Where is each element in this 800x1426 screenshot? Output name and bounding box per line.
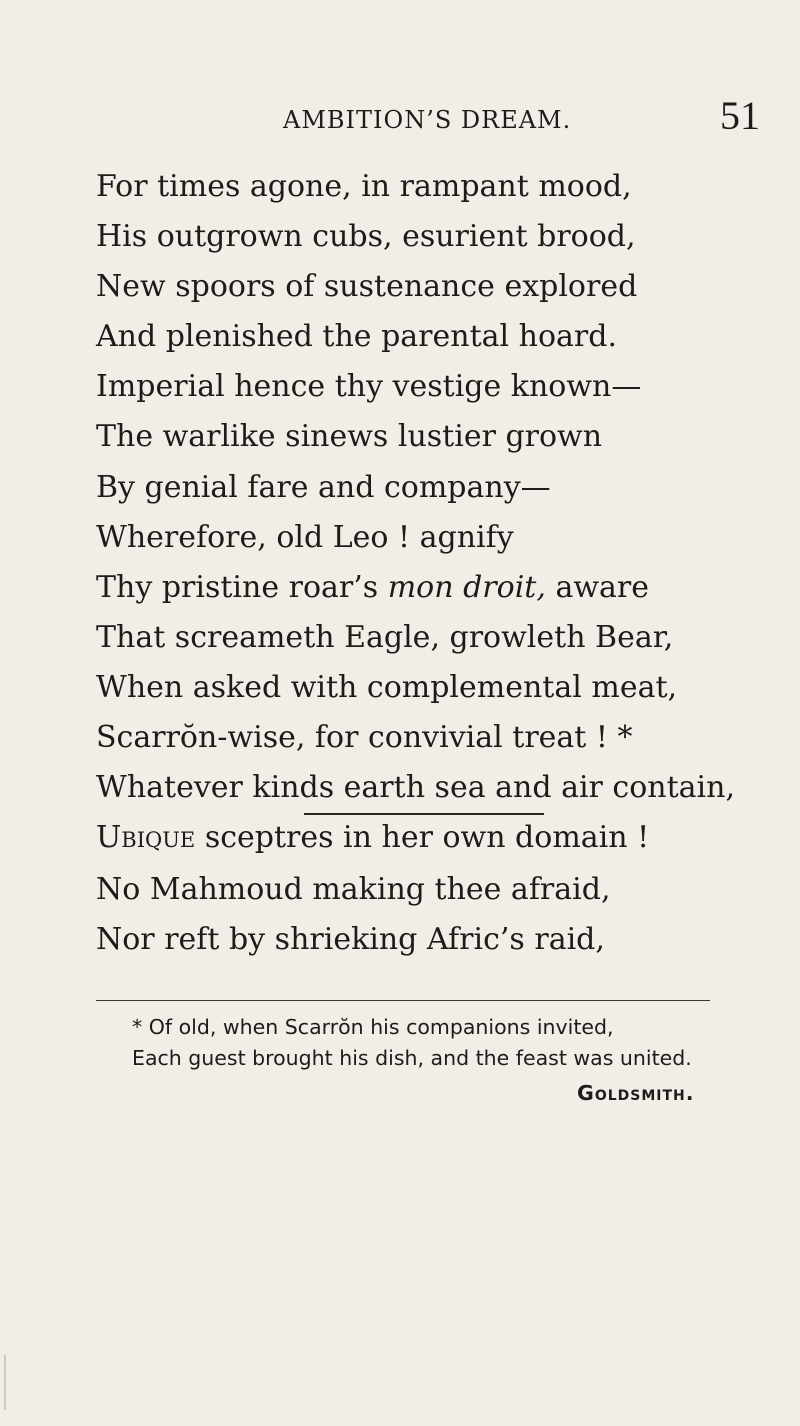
footnote-attribution: Goldsmith. [577,1081,695,1105]
verse-line: The warlike sinews lustier grown [96,419,603,455]
smallcaps-word: Ubique [96,820,196,856]
verse-text: aware [555,569,649,605]
verse-line: When asked with complemental meat, [96,669,678,705]
margin-mark [4,1355,6,1410]
verse-line: Scarrŏn-wise, for convivial treat ! * [96,720,633,756]
verse-line-mixed [96,813,735,863]
stanza-1 [96,162,735,863]
page-number: 51 [720,93,760,138]
verse-line: Nor reft by shrieking Afric’s raid, [96,922,605,958]
verse-line: New spoors of sustenance explored [96,269,638,305]
italic-phrase: mon droit, [387,569,546,605]
verse-line: No Mahmoud making thee afraid, [96,872,611,907]
verse-line: And plenished the parental hoard. [96,319,618,355]
footnote-line: Each guest brought his dish, and the feast was united. [132,1046,692,1070]
verse-line: His outgrown cubs, esurient brood, [96,219,636,255]
footnote [132,1012,695,1105]
verse-text: Thy pristine roar’s [96,569,379,605]
running-head: AMBITION’S DREAM. [283,106,572,134]
verse-line: Whatever kinds earth sea and air contain, [96,770,736,806]
verse-line-mixed [96,563,735,613]
verse-text: sceptres in her own domain ! [204,820,650,856]
verse-line: For times agone, in rampant mood, [96,169,632,204]
verse-line: By genial fare and company— [96,469,551,505]
footnote-line: * Of old, when Scarrŏn his companions invited, [132,1015,614,1039]
verse-line: That screameth Eagle, growleth Bear, [96,619,674,655]
footnote-rule [96,1000,710,1001]
section-divider [304,813,544,815]
verse-line: Imperial hence thy vestige known— [96,369,642,405]
stanza-2 [96,865,610,965]
verse-line: Wherefore, old Leo ! agnify [96,519,514,555]
